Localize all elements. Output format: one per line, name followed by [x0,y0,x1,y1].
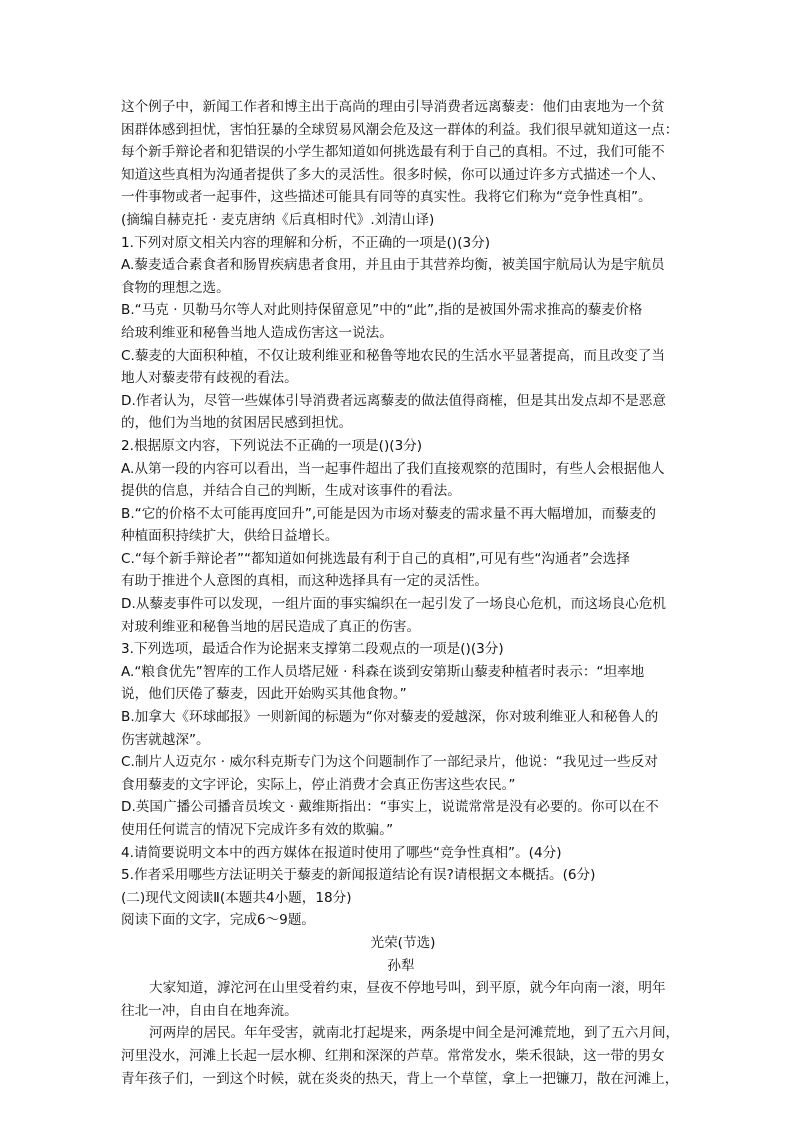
article-author: 孙犁 [387,957,415,974]
article-line: 河里没水，河滩上长起一层水柳、红荆和深深的芦草。常常发水，柴禾很缺，这一带的男女 [121,1047,665,1064]
option-line: 地人对藜麦带有歧视的看法。 [121,370,298,387]
option-line: 食物的理想之选。 [121,279,230,296]
option-line: 伤害就越深”。 [121,731,210,748]
instruction-line: 阅读下面的文字，完成6～9题。 [121,912,316,929]
option-line: 给玻利维亚和秘鲁当地人造成伤害这一说法。 [121,324,393,341]
option-line: B.“马克 · 贝勒马尔等人对此则持保留意见”中的“此”,指的是被国外需求推高的藜麦价格 [121,302,643,319]
option-line: A.“粮食优先”智库的工作人员塔尼娅 · 科森在谈到安第斯山藜麦种植者时表示：“坦率地 [121,663,645,680]
option-line: 有助于推进个人意图的真相，而这种选择具有一定的灵活性。 [121,573,489,590]
option-line: D.作者认为，尽管一些媒体引导消费者远离藜麦的做法值得商榷，但是其出发点却不是恶意 [121,392,666,409]
text-line: 一件事物或者一起事件，这些描述可能具有同等的真实性。我将它们称为“竞争性真相”。 [121,189,652,206]
option-line: C.藜麦的大面积种植，不仅让玻利维亚和秘鲁等地农民的生活水平显著提高，而且改变了当 [121,347,665,364]
option-line: 说，他们厌倦了藜麦，因此开始购买其他食物。” [121,686,407,703]
option-line: D.英国广播公司播音员埃文 · 戴维斯指出：“事实上，说谎常常是没有必要的。你可以在不 [121,799,659,816]
article-title: 光荣(节选) [370,934,436,951]
option-line: A.藜麦适合素食者和肠胃疾病患者食用，并且由于其营养均衡，被美国宇航局认为是宇航员 [121,257,665,274]
option-line: 的，他们为当地的贫困居民感到担忧。 [121,415,353,432]
question-3: 3.下列选项，最适合作为论据来支撑第二段观点的一项是()(3分) [121,641,504,658]
option-line: 种植面积持续扩大，供给日益增长。 [121,528,339,545]
text-line: 困群体感到担忧，害怕狂暴的全球贸易风潮会危及这一群体的利益。我们很早就知道这一点： [121,121,679,138]
source-citation: (摘编自赫克托 · 麦克唐纳《后真相时代》.刘清山译) [121,211,435,228]
option-line: 对玻利维亚和秘鲁当地的居民造成了真正的伤害。 [121,618,421,635]
option-line: C.制片人迈克尔 · 威尔科克斯专门为这个问题制作了一部纪录片，他说：“我见过一些反对 [121,754,658,771]
question-5: 5.作者采用哪些方法证明关于藜麦的新闻报道结论有误?请根据文本概括。(6分) [121,867,596,884]
option-line: C.“每个新手辩论者”“都知道如何挑选最有利于自己的真相”,可见有些“沟通者”会选择 [121,550,630,567]
article-line: 大家知道，滹沱河在山里受着约束，昼夜不停地号叫，到平原，就今年向南一滚，明年 [149,980,666,997]
document-body [121,96,681,1090]
text-line: 这个例子中，新闻工作者和博主出于高尚的理由引导消费者远离藜麦：他们由衷地为一个贫 [121,99,665,115]
option-line: D.从藜麦事件可以发现，一组片面的事实编织在一起引发了一场良心危机，而这场良心危机 [121,596,666,613]
text-line: 知道这些真相为沟通者提供了多大的灵活性。很多时候，你可以通过许多方式描述一个人、 [121,166,665,183]
article-line: 青年孩子们，一到这个时候，就在炎炎的热天，背上一个草筐，拿上一把镰刀，散在河滩上， [121,1070,679,1087]
option-line: 使用任何谎言的情况下完成许多有效的欺骗。” [121,822,394,838]
option-line: B.加拿大《环球邮报》一则新闻的标题为“你对藜麦的爱越深，你对玻利维亚人和秘鲁人的 [121,709,659,726]
option-line: B.“它的价格不太可能再度回升”,可能是因为市场对藜麦的需求量不再大幅增加，而藜麦的 [121,505,657,522]
text-line: 每个新手辩论者和犯错误的小学生都知道如何挑选最有利于自己的真相。不过，我们可能不 [121,144,665,161]
option-line: 提供的信息，并结合自己的判断，生成对该事件的看法。 [121,483,461,500]
section-heading: (二)现代文阅读Ⅱ(本题共4小题，18分) [121,889,352,906]
question-1: 1.下列对原文相关内容的理解和分析，不正确的一项是()(3分) [121,234,491,251]
question-4: 4.请简要说明文本中的西方媒体在报道时使用了哪些“竞争性真相”。(4分) [121,844,562,861]
article-line: 河两岸的居民。年年受害，就南北打起堤来，两条堤中间全是河滩荒地，到了五六月间， [149,1025,680,1042]
option-line: 食用藜麦的文字评论，实际上，停止消费才会真正伤害这些农民。” [121,776,516,793]
option-line: A.从第一段的内容可以看出，当一起事件超出了我们直接观察的范围时，有些人会根据他人 [121,460,665,477]
article-line: 往北一冲，自由自在地奔流。 [121,1002,298,1019]
question-2: 2.根据原文内容，下列说法不正确的一项是()(3分) [121,437,423,454]
